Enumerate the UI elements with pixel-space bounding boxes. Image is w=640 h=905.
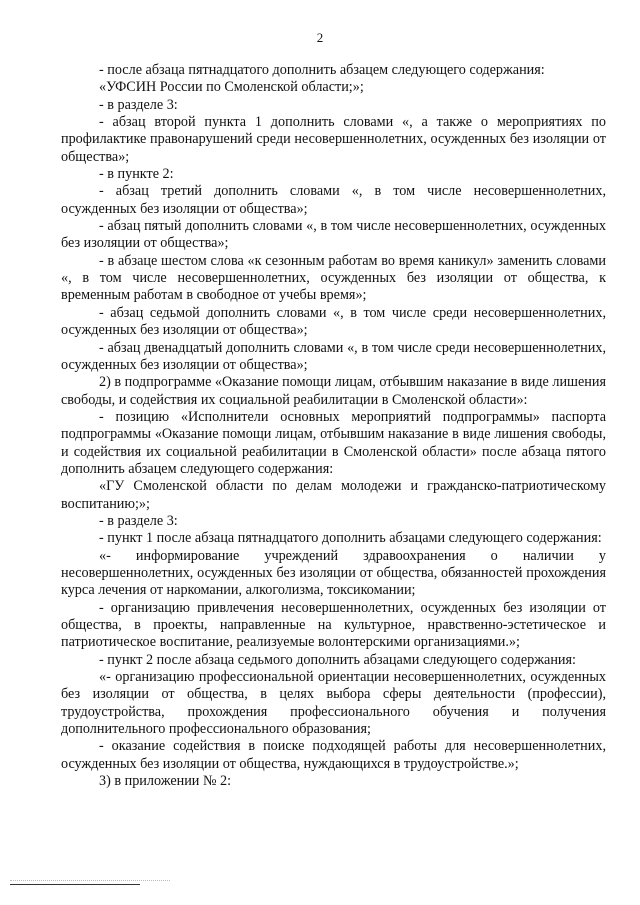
paragraph: - абзац седьмой дополнить словами «, в том числе среди несовершеннолетних, осужденных без изоляции от общества»; — [61, 304, 606, 339]
paragraph: 3) в приложении № 2: — [99, 773, 232, 790]
paragraph: - в разделе 3: — [99, 512, 178, 529]
paragraph: «- организацию профессиональной ориентации несовершеннолетних, осужденных без изоляции от общества, в целях выбора сферы деятельности (профессии), трудоустройства, прохождения профессионального обучения и получения дополнительного профессионального образования; — [61, 669, 606, 738]
paragraph: - абзац двенадцатый дополнить словами «, в том числе среди несовершеннолетних, осужденных без изоляции от общества»; — [61, 339, 606, 373]
footer-rule — [10, 884, 140, 885]
paragraph: - абзац пятый дополнить словами «, в том числе несовершеннолетних, осужденных без изоляции от общества»; — [61, 218, 606, 252]
paragraph: - в абзаце шестом слова «к сезонным работам во время каникул» заменить словами «, в том числе несовершеннолетних, осужденных без изоляции от общества, к временным работам в свободное от учебы время»; — [61, 252, 606, 304]
document-body — [61, 62, 606, 790]
paragraph: - абзац третий дополнить словами «, в том числе несовершеннолетних, осужденных без изоляции от общества»; — [61, 183, 606, 217]
page-number: 2 — [316, 30, 324, 45]
paragraph: - оказание содействия в поиске подходящей работы для несовершеннолетних, осужденных без изоляции от общества, нуждающихся в трудоустройстве.»; — [61, 738, 606, 772]
paragraph: - в пункте 2: — [99, 166, 174, 183]
paragraph: - организацию привлечения несовершеннолетних, осужденных без изоляции от общества, в проекты, направленные на культурное, нравственно-эстетическое и патриотическое воспитание, реализуемые волонтерскими организациями.»; — [61, 599, 606, 651]
paragraph: - пункт 2 после абзаца седьмого дополнить абзацами следующего содержания: — [99, 651, 576, 668]
footer-dotted-rule — [10, 880, 170, 881]
paragraph: - абзац второй пункта 1 дополнить словами «, а также о мероприятиях по профилактике правонарушений среди несовершеннолетних, осужденных без изоляции от общества»; — [61, 114, 606, 165]
paragraph: - после абзаца пятнадцатого дополнить абзацем следующего содержания: — [99, 62, 545, 78]
paragraph: «ГУ Смоленской области по делам молодежи и гражданско-патриотическому воспитанию;»; — [61, 478, 606, 512]
paragraph: 2) в подпрограмме «Оказание помощи лицам, отбывшим наказание в виде лишения свободы, и содействия их социальной реабилитации в Смоленской области»: — [61, 374, 606, 408]
paragraph: - в разделе 3: — [99, 96, 178, 113]
paragraph: «УФСИН России по Смоленской области;»; — [99, 79, 364, 96]
paragraph: - позицию «Исполнители основных мероприятий подпрограммы» паспорта подпрограммы «Оказание помощи лицам, отбывшим наказание в виде лишения свободы, и содействия их социальной реабилитации в Смоленской области» после абзаца пятого дополнить абзацем следующего содержания: — [61, 408, 606, 477]
paragraph: «- информирование учреждений здравоохранения о наличии у несовершеннолетних, осужденных без изоляции от общества, обязанностей прохождения курса лечения от наркомании, алкоголизма, токсикомании; — [61, 547, 606, 599]
paragraph: - пункт 1 после абзаца пятнадцатого дополнить абзацами следующего содержания: — [99, 530, 602, 547]
